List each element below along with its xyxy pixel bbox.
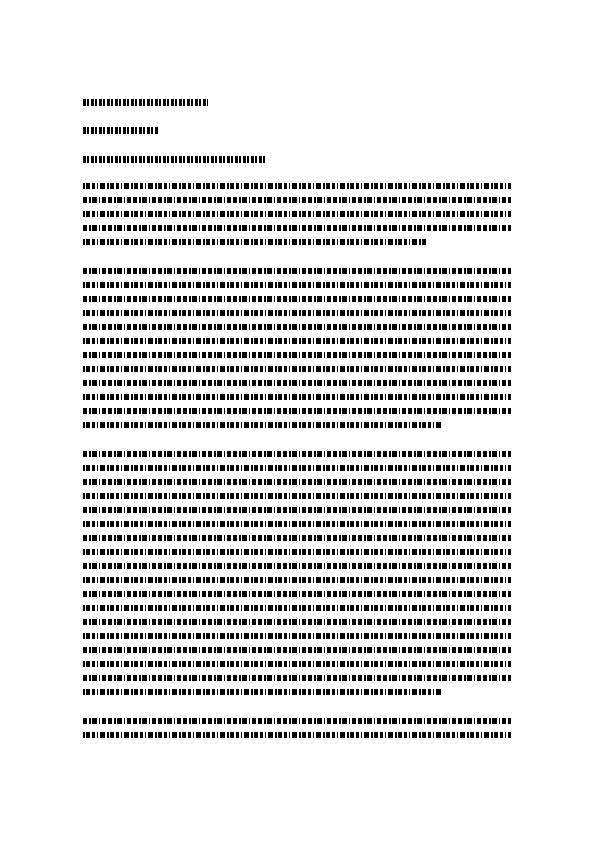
document-header-line-1 <box>83 99 208 106</box>
text-line <box>83 310 511 316</box>
text-line <box>83 535 511 541</box>
text-line <box>83 563 511 569</box>
text-line <box>83 366 511 372</box>
text-line <box>83 633 511 639</box>
text-line <box>83 479 511 485</box>
document-header-line-2 <box>83 127 158 134</box>
text-line <box>83 661 511 667</box>
document-title-line <box>83 156 267 163</box>
text-line <box>83 408 511 414</box>
text-line <box>83 380 511 386</box>
text-line <box>83 605 511 611</box>
text-line <box>83 211 511 217</box>
text-line <box>83 183 511 189</box>
text-line <box>83 577 511 583</box>
text-line <box>83 225 511 231</box>
text-line <box>83 732 511 738</box>
text-line <box>83 591 511 597</box>
text-line <box>83 465 511 471</box>
text-line <box>83 422 443 428</box>
text-line <box>83 647 511 653</box>
text-line <box>83 296 511 302</box>
text-line <box>83 282 511 288</box>
text-line <box>83 549 511 555</box>
text-line <box>83 493 511 499</box>
text-line <box>83 718 511 724</box>
text-line <box>83 507 511 513</box>
text-line <box>83 197 511 203</box>
text-line <box>83 338 511 344</box>
text-line <box>83 689 443 695</box>
text-line <box>83 521 511 527</box>
text-line <box>83 268 511 274</box>
text-line <box>83 352 511 358</box>
text-line <box>83 451 511 457</box>
text-line <box>83 619 511 625</box>
text-line <box>83 394 511 400</box>
text-line <box>83 675 511 681</box>
text-line <box>83 239 428 245</box>
text-line <box>83 324 511 330</box>
